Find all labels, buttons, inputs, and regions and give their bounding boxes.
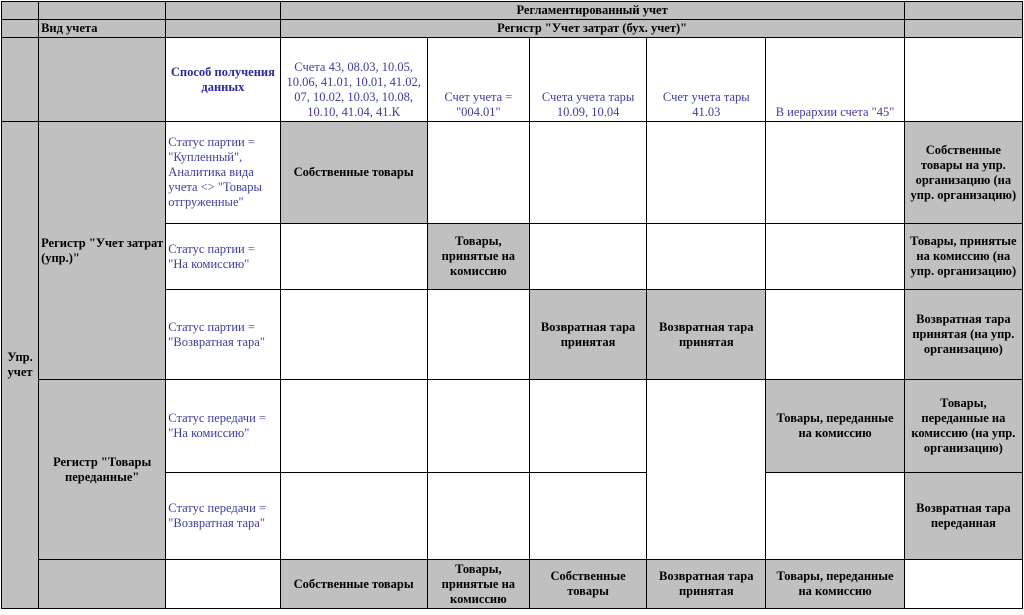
cell-vozvratnaya-tara-2: Возвратная тара принятая [647, 290, 766, 380]
empty-cell [904, 38, 1022, 122]
empty-cell [647, 224, 766, 290]
corner-cell [2, 38, 39, 122]
cell-last-r2: Товары, принятые на комиссию (на упр. организацию) [904, 224, 1022, 290]
cell-last-r3: Возвратная тара принятая (на упр. организацию) [904, 290, 1022, 380]
register-upr-label: Регистр "Учет затрат (упр.)" [39, 122, 166, 380]
col-header-004: Счет учета = "004.01" [427, 38, 529, 122]
corner-cell [2, 20, 39, 38]
corner-cell [166, 2, 280, 20]
empty-cell [280, 290, 427, 380]
accounting-matrix-table [1, 1, 1023, 609]
status-row-na-komissiyu: Статус партии = "На комиссию" [166, 224, 280, 290]
empty-cell [529, 380, 646, 473]
empty-cell [766, 473, 904, 560]
vid-ucheta-label: Вид учета [39, 20, 166, 38]
status-peredachi-tara: Статус передачи = "Возвратная тара" [166, 473, 280, 560]
empty-cell [427, 473, 529, 560]
cell-sobstvennye: Собственные товары [280, 122, 427, 224]
corner-cell [166, 20, 280, 38]
status-row-vozvratnaya-tara: Статус партии = "Возвратная тара" [166, 290, 280, 380]
col-header-accounts: Счета 43, 08.03, 10.05, 10.06, 41.01, 10.01, 41.02, 07, 10.02, 10.03, 10.08, 10.10, 41.04, 41.К [280, 38, 427, 122]
empty-cell [766, 290, 904, 380]
empty-cell [280, 380, 427, 473]
corner-cell [39, 38, 166, 122]
status-row-kuplennyi: Статус партии = "Купленный", Аналитика вида учета <> "Товары отгруженные" [166, 122, 280, 224]
corner-cell [904, 20, 1022, 38]
empty-cell [529, 473, 646, 560]
footer-left-cell [39, 560, 166, 609]
cell-vozvratnaya-tara-1: Возвратная тара принятая [529, 290, 646, 380]
empty-cell [529, 122, 646, 224]
cell-peredannye-komissiyu: Товары, переданные на комиссию [766, 380, 904, 473]
col-header-tara: Счета учета тары 10.09, 10.04 [529, 38, 646, 122]
col-header-4103: Счет учета тары 41.03 [647, 38, 766, 122]
footer-peredannye-komissiyu: Товары, переданные на комиссию [766, 560, 904, 609]
empty-cell [427, 380, 529, 473]
empty-cell [904, 560, 1022, 609]
empty-cell [766, 122, 904, 224]
empty-cell [647, 380, 766, 560]
register-bu-header: Регистр "Учет затрат (бух. учет)" [280, 20, 904, 38]
footer-vozvratnaya-tara: Возвратная тара принятая [647, 560, 766, 609]
footer-sobstvennye: Собственные товары [280, 560, 427, 609]
corner-cell [39, 2, 166, 20]
reg-uchet-header: Регламентированный учет [280, 2, 904, 20]
status-peredachi-komissiyu: Статус передачи = "На комиссию" [166, 380, 280, 473]
empty-cell [427, 290, 529, 380]
cell-last-r4: Товары, переданные на комиссию (на упр. организацию) [904, 380, 1022, 473]
corner-cell [904, 2, 1022, 20]
footer-sobstvennye-2: Собственные товары [529, 560, 646, 609]
empty-cell [529, 224, 646, 290]
empty-cell [280, 473, 427, 560]
cell-last-r5: Возвратная тара переданная [904, 473, 1022, 560]
register-peredannye-label: Регистр "Товары переданные" [39, 380, 166, 560]
empty-cell [280, 224, 427, 290]
empty-cell [427, 122, 529, 224]
empty-cell [647, 122, 766, 224]
upr-uchet-label: Упр. учет [2, 122, 39, 609]
empty-cell [166, 560, 280, 609]
col-header-45: В иерархии счета "45" [766, 38, 904, 122]
corner-cell [2, 2, 39, 20]
sposob-header: Способ получения данных [166, 38, 280, 122]
footer-prinyatye-komissiyu: Товары, принятые на комиссию [427, 560, 529, 609]
cell-last-r1: Собственные товары на упр. организацию (на упр. организацию) [904, 122, 1022, 224]
cell-prinyatye-komissiyu: Товары, принятые на комиссию [427, 224, 529, 290]
empty-cell [766, 224, 904, 290]
